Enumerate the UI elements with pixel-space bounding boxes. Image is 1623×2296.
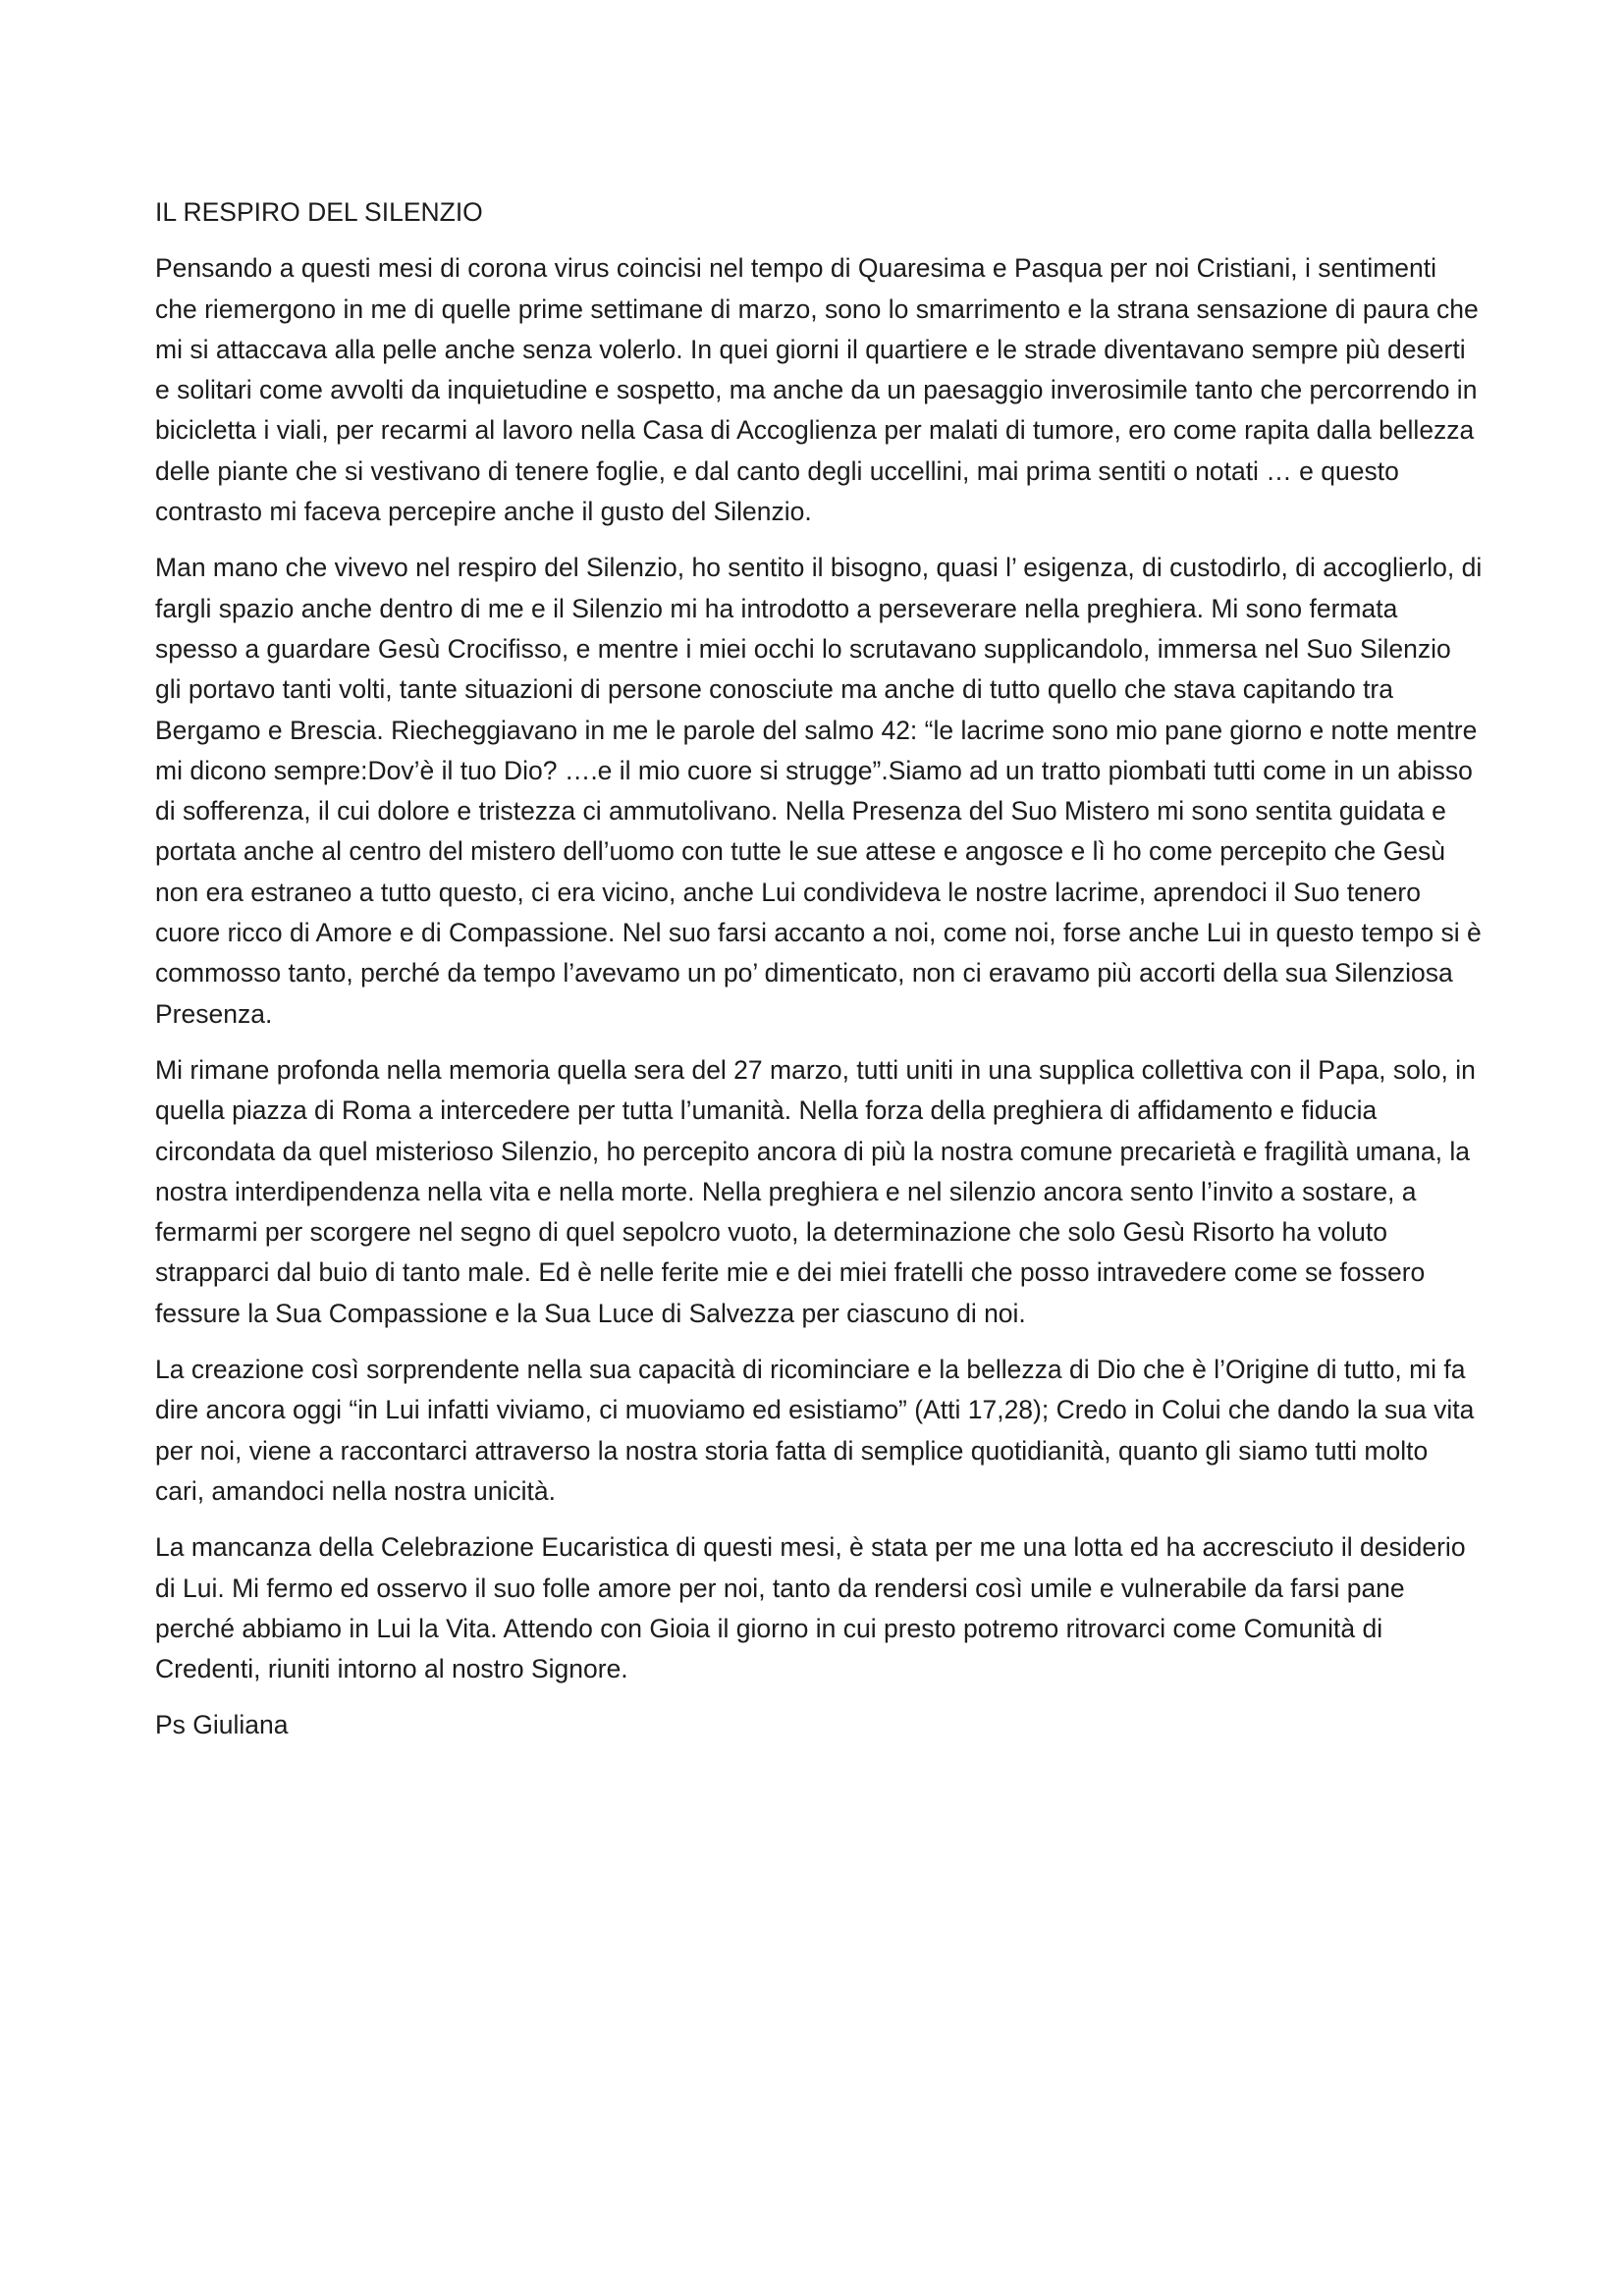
paragraph: Pensando a questi mesi di corona virus coincisi nel tempo di Quaresima e Pasqua per noi Cristiani, i sentimenti che riemergono in me di quelle prime settimane di marzo, sono lo smarrimento e la strana sensazione di paura che mi si attaccava alla pelle anche senza volerlo. In quei giorni il quartiere e le strade diventavano sempre più deserti e solitari come avvolti da inquietudine e sospetto, ma anche da un paesaggio inverosimile tanto che percorrendo in bicicletta i viali, per recarmi al lavoro nella Casa di Accoglienza per malati di tumore, ero come rapita dalla bellezza delle piante che si vestivano di tenere foglie, e dal canto degli uccellini, mai prima sentiti o notati … e questo contrasto mi faceva percepire anche il gusto del Silenzio.: [155, 253, 1479, 527]
paragraph: La creazione così sorprendente nella sua capacità di ricominciare e la bellezza di Dio che è l’Origine di tutto, mi fa dire ancora oggi “in Lui infatti viviamo, ci muoviamo ed esistiamo” (Atti 17,28); Credo in Colui che dando la sua vita per noi, viene a raccontarci attraverso la nostra storia fatta di semplice quotidianità, quanto gli siamo tutti molto cari, amandoci nella nostra unicità.: [155, 1355, 1475, 1506]
document-title: IL RESPIRO DEL SILENZIO: [155, 197, 483, 227]
paragraph: La mancanza della Celebrazione Eucaristica di questi mesi, è stata per me una lotta ed ha accresciuto il desiderio di Lui. Mi fermo ed osservo il suo folle amore per noi, tanto da rendersi così umile e vulnerabile da farsi pane perché abbiamo in Lui la Vita. Attendo con Gioia il giorno in cui presto potremo ritrovarci come Comunità di Credenti, riuniti intorno al nostro Signore.: [155, 1532, 1466, 1684]
document-page: [155, 192, 1483, 1746]
paragraph: Mi rimane profonda nella memoria quella sera del 27 marzo, tutti uniti in una supplica collettiva con il Papa, solo, in quella piazza di Roma a intercedere per tutta l’umanità. Nella forza della preghiera di affidamento e fiducia circondata da quel misterioso Silenzio, ho percepito ancora di più la nostra comune precarietà e fragilità umana, la nostra interdipendenza nella vita e nella morte. Nella preghiera e nel silenzio ancora sento l’invito a sostare, a fermarmi per scorgere nel segno di quel sepolcro vuoto, la determinazione che solo Gesù Risorto ha voluto strapparci dal buio di tanto male. Ed è nelle ferite mie e dei miei fratelli che posso intravedere come se fossero fessure la Sua Compassione e la Sua Luce di Salvezza per ciascuno di noi.: [155, 1054, 1476, 1328]
paragraph: Man mano che vivevo nel respiro del Silenzio, ho sentito il bisogno, quasi l’ esigenza, di custodirlo, di accoglierlo, di fargli spazio anche dentro di me e il Silenzio mi ha introdotto a perseverare nella preghiera. Mi sono fermata spesso a guardare Gesù Crocifisso, e mentre i miei occhi lo scrutavano supplicandolo, immersa nel Suo Silenzio gli portavo tanti volti, tante situazioni di persone conosciute ma anche di tutto quello che stava capitando tra Bergamo e Brescia. Riecheggiavano in me le parole del salmo 42: “le lacrime sono mio pane giorno e notte mentre mi dicono sempre:Dov’è il tuo Dio? ….e il mio cuore si strugge”.Siamo ad un tratto piombati tutti come in un abisso di sofferenza, il cui dolore e tristezza ci ammutolivano. Nella Presenza del Suo Mistero mi sono sentita guidata e portata anche al centro del mistero dell’uomo con tutte le sue attese e angosce e lì ho come percepito che Gesù non era estraneo a tutto questo, ci era vicino, anche Lui condivideva le nostre lacrime, aprendoci il Suo tenero cuore ricco di Amore e di Compassione. Nel suo farsi accanto a noi, come noi, forse anche Lui in questo tempo si è commosso tanto, perché da tempo l’avevamo un po’ dimenticato, non ci eravamo più accorti della sua Silenziosa Presenza.: [155, 553, 1483, 1029]
signature: Ps Giuliana: [155, 1710, 289, 1740]
